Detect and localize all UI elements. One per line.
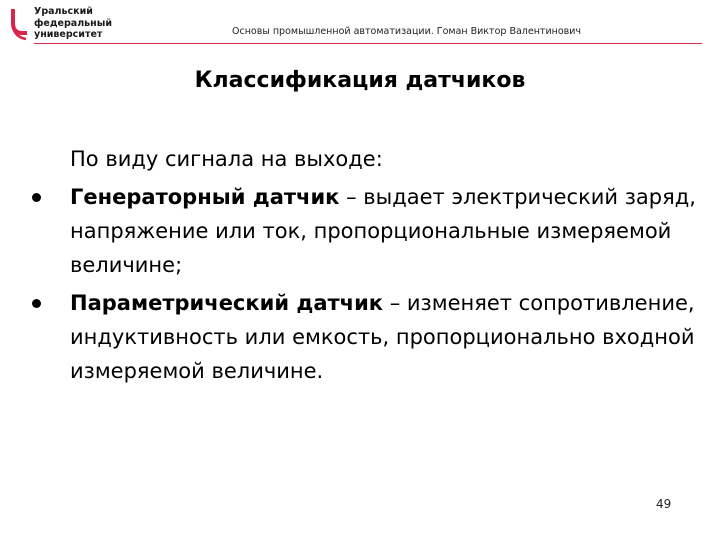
- bullet-dot-icon: [32, 299, 41, 308]
- bullet-text: – изменяет сопротивление, индуктивность или емкость, пропорционально входной измеряемой величине.: [70, 291, 695, 383]
- bullet-term: Генераторный датчик: [70, 185, 340, 209]
- bullet-item: [30, 286, 710, 388]
- bullet-item: [30, 180, 710, 282]
- university-logo: [10, 6, 125, 42]
- bullet-text: – выдает электрический заряд, напряжение или ток, пропорциональные измеряемой величине;: [70, 185, 696, 277]
- slide-title-text: Классификация датчиков: [194, 68, 526, 93]
- urfu-logo-icon: [10, 7, 30, 41]
- bullet-dot-icon: [32, 193, 41, 202]
- header-divider: [34, 43, 702, 44]
- logo-line-2: федеральный: [34, 17, 112, 29]
- course-header: Основы промышленной автоматизации. Гоман Виктор Валентинович: [232, 26, 582, 37]
- slide-body: [30, 142, 710, 392]
- lead-text: По виду сигнала на выходе:: [70, 147, 383, 171]
- page-number: 49: [656, 497, 672, 511]
- slide-title: [0, 68, 720, 93]
- logo-line-1: Уральский: [34, 6, 93, 17]
- bullet-term: Параметрический датчик: [70, 291, 384, 315]
- university-name: [34, 6, 112, 41]
- logo-line-3: университет: [34, 29, 103, 40]
